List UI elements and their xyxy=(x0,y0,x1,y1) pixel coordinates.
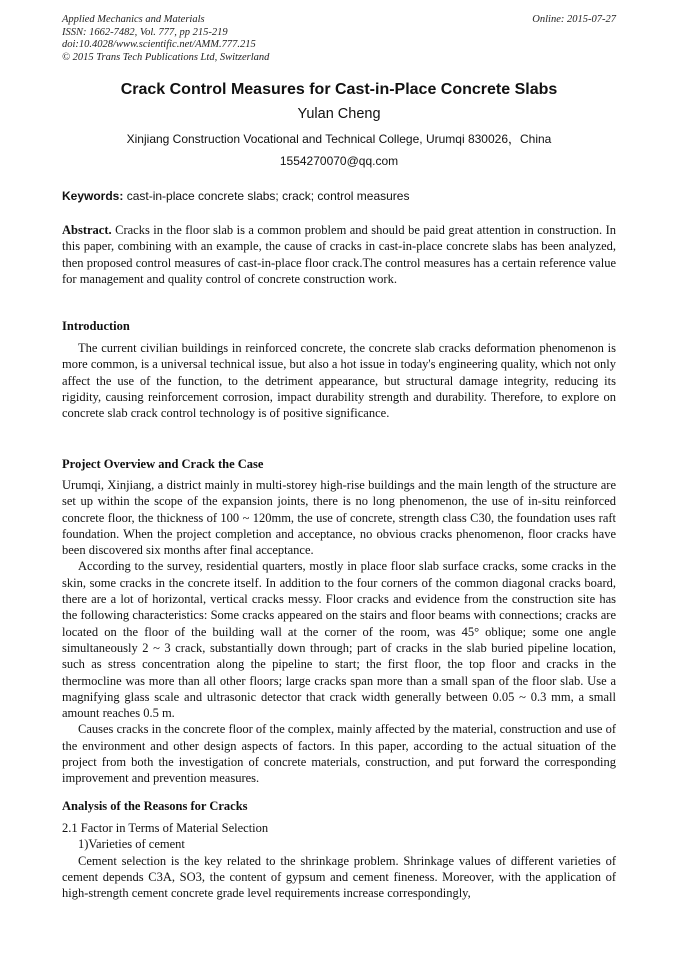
issn-line: ISSN: 1662-7482, Vol. 777, pp 215-219 xyxy=(62,26,228,38)
paragraph: Urumqi, Xinjiang, a district mainly in multi-storey high-rise buildings and the main length of the structure are set up within the scope of the expansion joints, there is no long phenomenon, the use of in-situ reinforced concrete floor, the thickness of 100 ~ 120mm, the use of concrete, strength class C30, the foundation uses raft foundation. When the project completion and acceptance, no obvious cracks phenomenon, floor cracks have been discovered six months after final acceptance. xyxy=(62,478,616,558)
section-heading-project: Project Overview and Crack the Case xyxy=(62,457,264,471)
paragraph: Causes cracks in the concrete floor of the complex, mainly affected by the material, construction and use of the environment and other design aspects of factors. In this paper, according to the actual situation of the project from both the investigation of concrete materials, construction, and put forward the corresponding improvement and prevention measures. xyxy=(62,722,616,786)
keywords-text: cast-in-place concrete slabs; crack; control measures xyxy=(123,189,410,203)
keywords-label: Keywords: xyxy=(62,189,124,203)
author-name: Yulan Cheng xyxy=(297,106,381,122)
paragraph: Cement selection is the key related to the shrinkage problem. Shrinkage values of different varieties of cement depends C3A, SO3, the content of gypsum and cement fineness. Moreover, with the application of high-strength cement concrete grade level requirements increase correspondingly, xyxy=(62,853,616,901)
doi-line: doi:10.4028/www.scientific.net/AMM.777.215 xyxy=(62,39,256,50)
author-email: 1554270070@qq.com xyxy=(279,154,399,168)
paragraph: The current civilian buildings in reinforced concrete, the concrete slab cracks deformation phenomenon is more common, is a universal technical issue, but also a hot issue in today's engineering quality, which not only affect the use of the function, to the detriment appearance, but structural damage integrity, reducing its rigidity, causing reinforcement corrosion, impact durability strength and durability. Therefore, to explore on concrete slab crack control technology is of positive significance. xyxy=(62,341,616,421)
section-heading-introduction: Introduction xyxy=(62,319,130,333)
paragraph: According to the survey, residential quarters, mostly in place floor slab surface cracks, some cracks in the skin, some cracks in the concrete itself. In addition to the four corners of the common diagonal cracks board, there are a lot of horizontal, vertical cracks messy. Floor cracks and evidence from the construction site has the following characteristics: Some cracks appeared on the stairs and floor beams with connections; cracks are located on the floor of the building wall at the corner of the room, was 45° oblique; some one angle simultaneously 2 ~ 3 crack, substantially down through; part of cracks in the slab buried pipeline location, such as stress concentration along the pipeline to start; the first floor, the top floor and cracks in the thermocline was more than all other floors; large cracks span more than a small span of the floor slab. Use a magnifying glass scale and ultrasonic detector that crack width generally between 0.05 ~ 0.3 mm, a small amount reaches 0.5 m. xyxy=(62,559,616,721)
abstract-label: Abstract. xyxy=(62,223,112,237)
section-project xyxy=(62,477,616,787)
abstract-text: Cracks in the floor slab is a common problem and should be paid great attention in construction. In this paper, combining with an example, the cause of cracks in cast-in-place concrete slabs has been analyzed, then proposed control measures of cast-in-place floor crack.The control measures has a certain reference value for management and quality control of concrete construction work. xyxy=(62,223,616,286)
journal-name: Applied Mechanics and Materials xyxy=(62,14,205,25)
paper-title: Crack Control Measures for Cast-in-Place Concrete Slabs xyxy=(120,81,558,98)
subsubsection-heading: 1)Varieties of cement xyxy=(78,837,185,852)
journal-meta xyxy=(62,14,269,64)
author-affiliation: Xinjiang Construction Vocational and Technical College, Urumqi 830026，China xyxy=(126,132,552,146)
online-date: Online: 2015-07-27 xyxy=(532,14,616,25)
section-analysis xyxy=(62,820,616,901)
section-heading-analysis: Analysis of the Reasons for Cracks xyxy=(62,799,248,813)
subsection-heading: 2.1 Factor in Terms of Material Selection xyxy=(62,821,269,835)
keywords xyxy=(62,188,616,204)
section-introduction xyxy=(62,340,616,421)
abstract xyxy=(62,222,616,287)
copyright-line: © 2015 Trans Tech Publications Ltd, Switzerland xyxy=(62,51,270,63)
